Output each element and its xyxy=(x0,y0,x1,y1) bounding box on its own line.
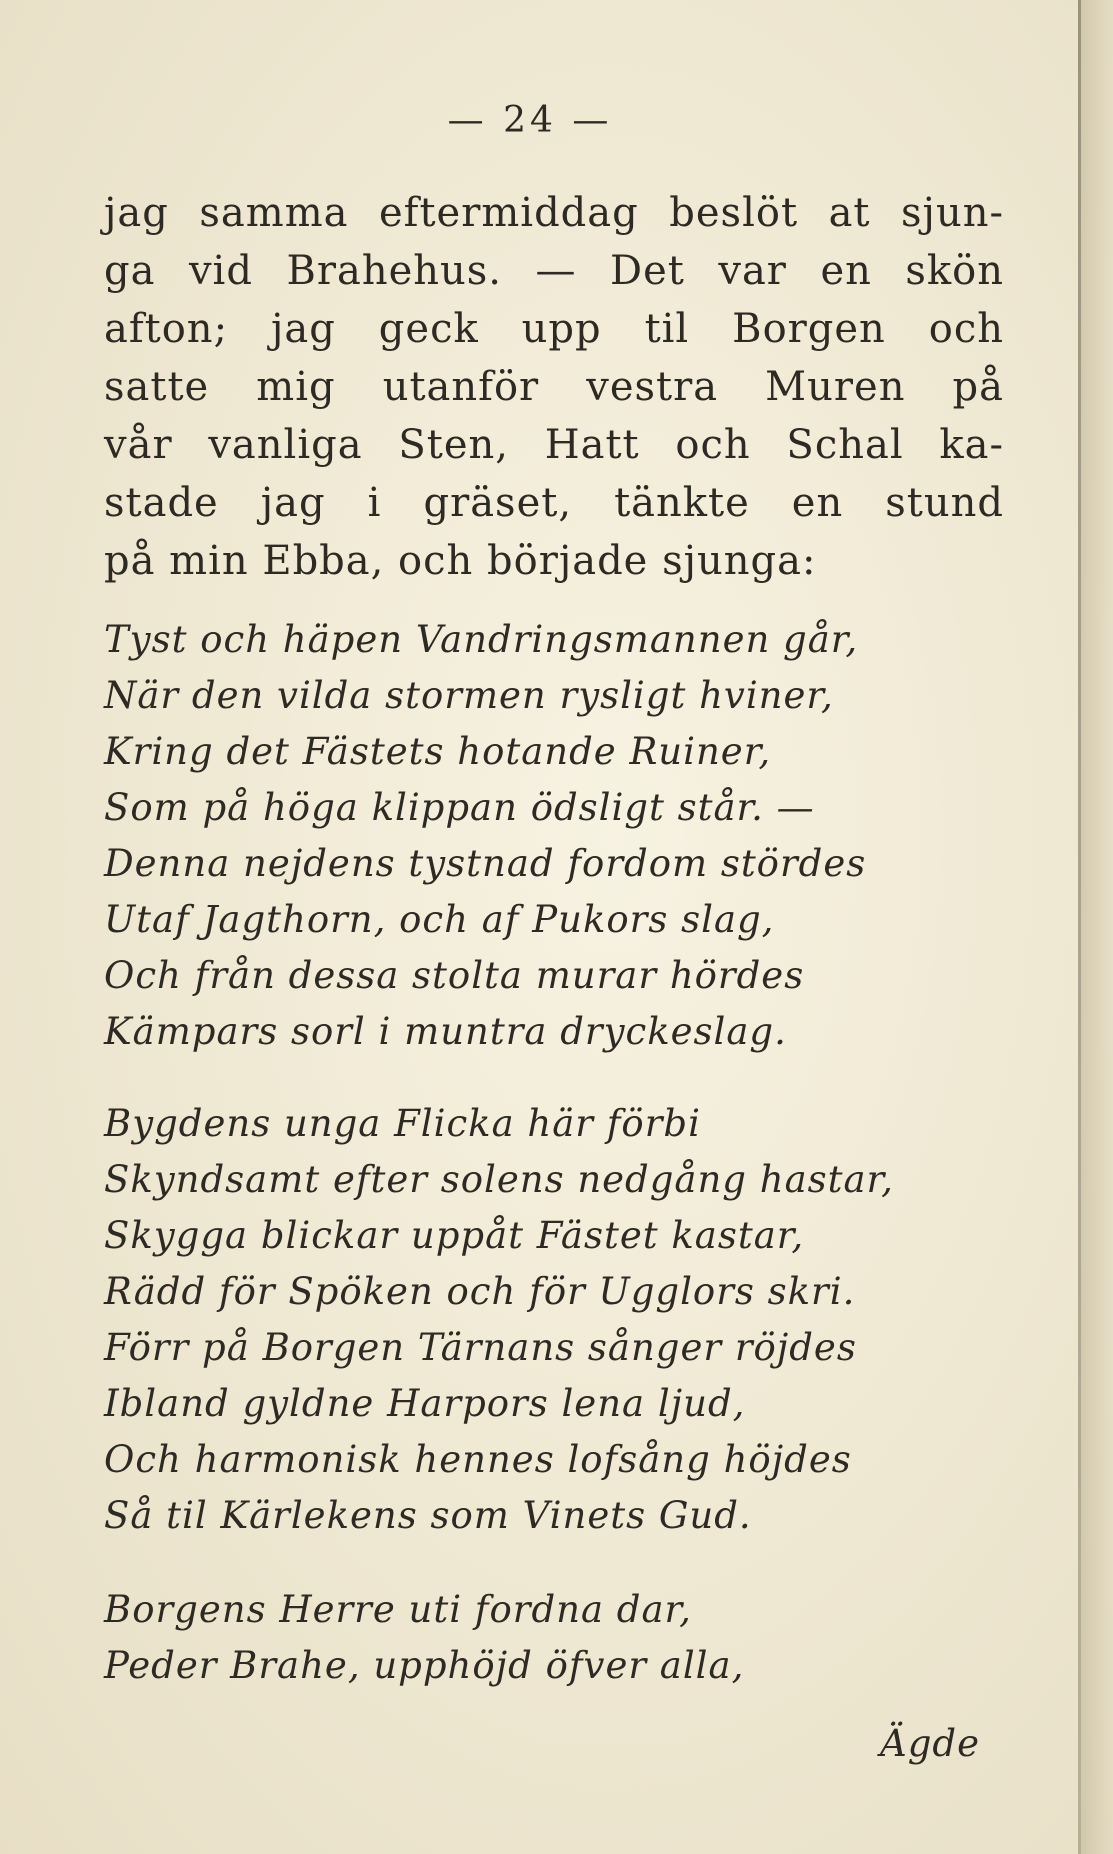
verse-line: Skyndsamt efter solens nedgång hastar, xyxy=(104,1158,894,1201)
verse-line: Bygdens unga Flicka här förbi xyxy=(104,1102,701,1145)
prose-line: jag samma eftermiddag beslöt at sjun- xyxy=(104,190,1004,236)
prose-line: satte mig utanför vestra Muren på xyxy=(104,364,1004,410)
verse-line: Peder Brahe, upphöjd öfver alla, xyxy=(104,1644,745,1687)
verse-line: Skygga blickar uppåt Fästet kastar, xyxy=(104,1214,805,1257)
prose-line: vår vanliga Sten, Hatt och Schal ka- xyxy=(104,422,1004,468)
page-edge-shadow xyxy=(1081,0,1113,1854)
verse-line: Denna nejdens tystnad fordom stördes xyxy=(104,842,867,885)
verse-line: Borgens Herre uti fordna dar, xyxy=(104,1588,692,1631)
verse-line: Tyst och häpen Vandringsmannen går, xyxy=(104,618,859,661)
verse-line: Förr på Borgen Tärnans sånger röjdes xyxy=(104,1326,857,1369)
poem-stanza-1 xyxy=(104,612,1004,1060)
prose-line: afton; jag geck upp til Borgen och xyxy=(104,306,1004,352)
poem-stanza-3 xyxy=(104,1582,1004,1694)
catchword: Ägde xyxy=(880,1722,980,1765)
verse-line: Ibland gyldne Harpors lena ljud, xyxy=(104,1382,746,1425)
prose-line: stade jag i gräset, tänkte en stund xyxy=(104,480,1004,526)
verse-line: När den vilda stormen rysligt hviner, xyxy=(104,674,834,717)
verse-line: Som på höga klippan ödsligt står. — xyxy=(104,786,815,829)
verse-line: Och från dessa stolta murar hördes xyxy=(104,954,805,997)
verse-line: Och harmonisk hennes lofsång höjdes xyxy=(104,1438,852,1481)
prose-line: ga vid Brahehus. — Det var en skön xyxy=(104,248,1004,294)
page-number-header: — 24 — xyxy=(447,100,613,141)
verse-line: Rädd för Spöken och för Ugglors skri. xyxy=(104,1270,856,1313)
verse-line: Så til Kärlekens som Vinets Gud. xyxy=(104,1494,752,1537)
prose-line: på min Ebba, och började sjunga: xyxy=(104,538,817,584)
verse-line: Kämpars sorl i muntra dryckeslag. xyxy=(104,1010,787,1053)
verse-line: Utaf Jagthorn, och af Pukors slag, xyxy=(104,898,775,941)
poem-stanza-2 xyxy=(104,1096,1004,1544)
prose-paragraph xyxy=(104,184,1004,590)
verse-line: Kring det Fästets hotande Ruiner, xyxy=(104,730,772,773)
